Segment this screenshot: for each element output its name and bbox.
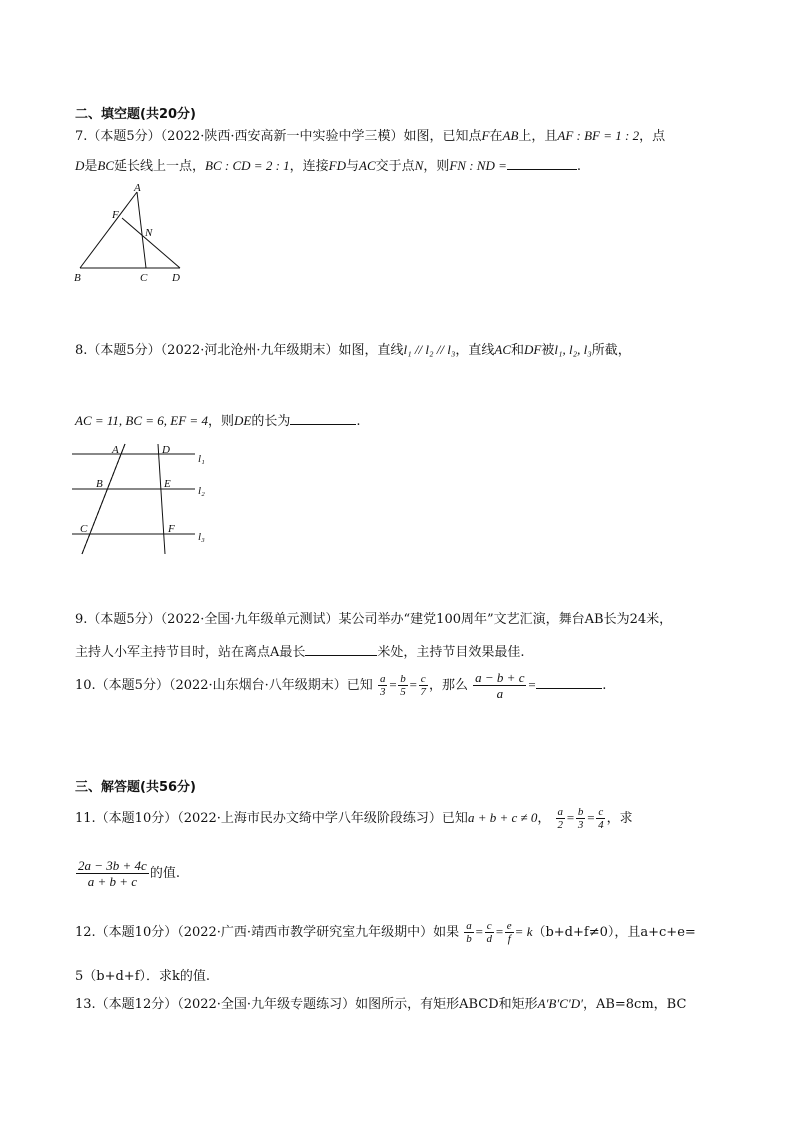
answer-blank-q8[interactable] [290, 412, 356, 425]
fig7-label-C: C [140, 272, 148, 284]
question-13-line-1: 13.（本题12分）（2022·全国·九年级专题练习）如图所示，有矩形ABCD和矩形A′B′C′D′，AB=8cm，BC [75, 996, 687, 1012]
section-title-fill-in: 二、填空题(共20分) [75, 107, 196, 122]
question-9-line-2: 主持人小军主持节目时，站在离点A最长 米处，主持节目效果最佳. [75, 645, 525, 660]
fig7-label-D: D [172, 272, 180, 284]
question-11-line-1: 11.（本题10分）（2022·上海市民办文绮中学八年级阶段练习）已知a + b + c ≠ 0， $\frac{a}{2}$ = $\frac{b}{3}$ = $\frac{c}{4}$ ，求 [75, 806, 633, 831]
fig7-label-A: A [134, 182, 141, 194]
question-9-line-1: 9.（本题5分）（2022·全国·九年级单元测试）某公司举办“建党100周年”文艺汇演，舞台AB长为24米， [75, 612, 673, 627]
triangle-figure-q7 [70, 180, 190, 290]
fig7-label-F: F [112, 209, 119, 221]
fig8-label-F: F [168, 523, 175, 535]
question-8-line-2: AC = 11, BC = 6, EF = 4，则DE的长为 . [75, 413, 361, 429]
question-11-line-2: $\frac{2a - 3b + 4c}{a + b + c}$ 的值. [78, 858, 180, 889]
question-12-line-2: 5（b+d+f）．求k的值. [75, 969, 211, 984]
fig8-label-l2: l₂ [198, 485, 205, 497]
section-title-answer: 三、解答题(共56分) [75, 780, 196, 795]
parallel-lines-figure-q8 [70, 442, 215, 560]
fig8-label-l1: l₁ [198, 453, 205, 465]
answer-blank-q7[interactable] [507, 157, 577, 170]
question-7-line-1: 7.（本题5分）（2022·陕西·西安高新一中实验中学三模）如图，已知点F在AB上，且AF : BF = 1 : 2，点 [75, 128, 666, 144]
fig7-label-B: B [74, 272, 81, 284]
fig8-label-D: D [162, 444, 170, 456]
question-8-line-1: 8.（本题5分）（2022·河北沧州·九年级期末）如图，直线l₁ // l₂ // l₃，直线AC和DF被l₁, l₂, l₃所截， [75, 342, 631, 358]
question-12-line-1: 12.（本题10分）（2022·广西·靖西市教学研究室九年级期中）如果 $\frac{a}{b}$ = $\frac{c}{d}$ = $\frac{e}{f}$ = k（b+d+f≠0），且a+c+e= [75, 920, 696, 945]
fig8-label-E: E [164, 478, 171, 490]
answer-blank-q9[interactable] [305, 643, 377, 656]
fig8-label-B: B [96, 478, 103, 490]
fig8-label-C: C [80, 523, 88, 535]
fig7-label-N: N [145, 227, 153, 239]
fig8-label-l3: l₃ [198, 531, 205, 543]
question-7-line-2: D是BC延长线上一点，BC : CD = 2 : 1，连接FD与AC交于点N，则FN : ND = . [75, 158, 582, 174]
question-10: 10.（本题5分）（2022·山东烟台·八年级期末）已知 $\frac{a}{3}$ = $\frac{b}{5}$ = $\frac{c}{7}$ ，那么 $\frac{a - b + c}{a}$ = . [75, 670, 607, 701]
fig8-label-A: A [112, 444, 119, 456]
answer-blank-q10[interactable] [536, 676, 602, 689]
